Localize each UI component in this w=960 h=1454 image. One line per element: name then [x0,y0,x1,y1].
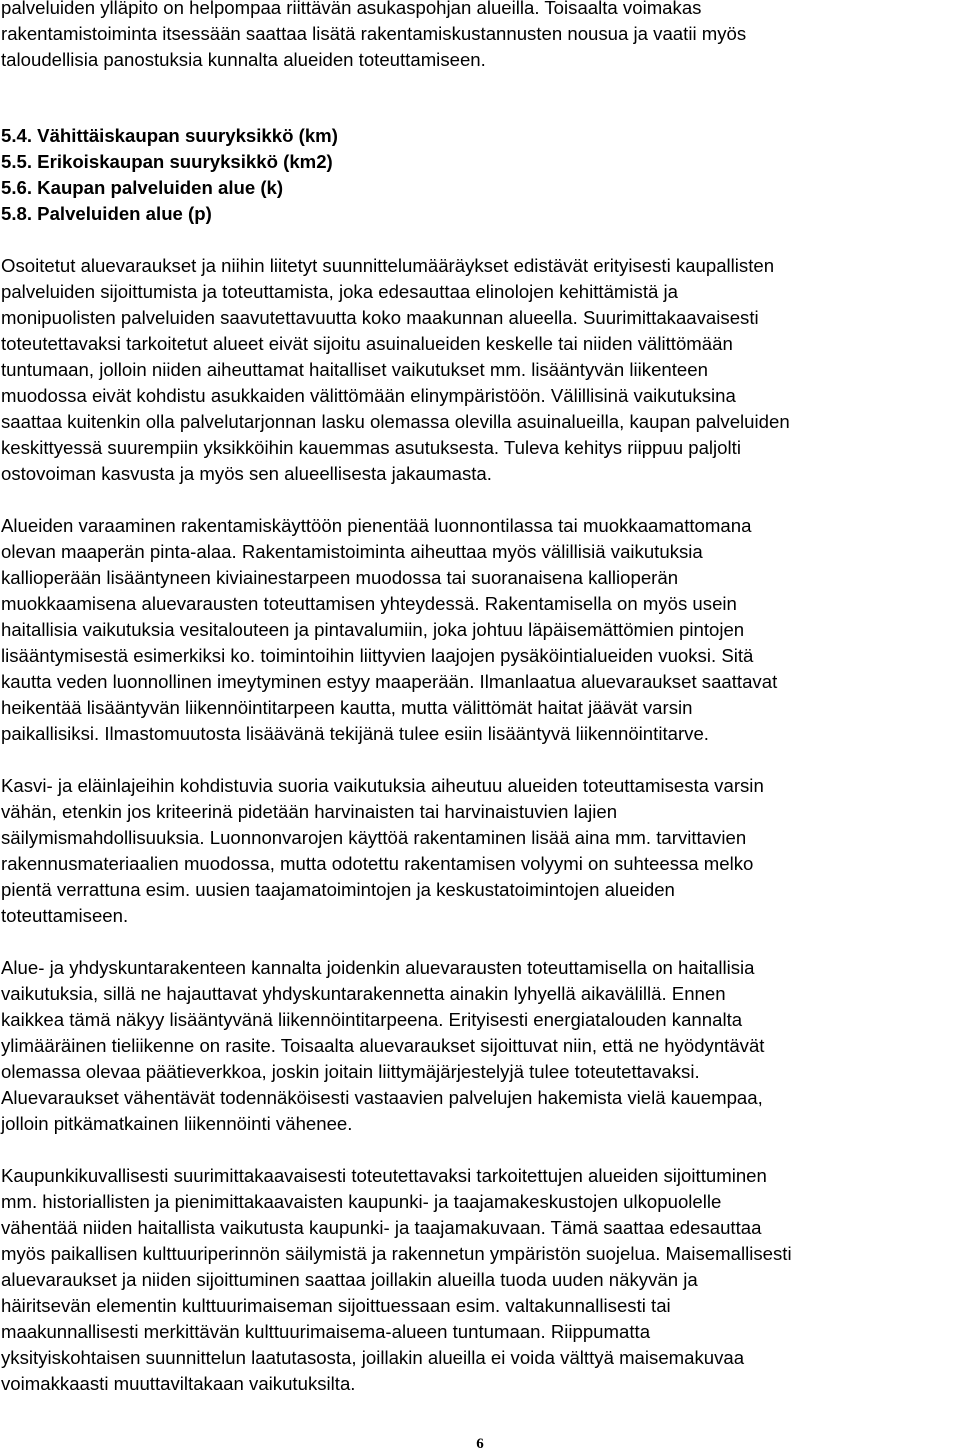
paragraph-soil: Alueiden varaaminen rakentamiskäyttöön pienentää luonnontilassa tai muokkaamattomana olevan maaperän pinta-alaa. Rakentamistoiminta aiheuttaa myös välillisiä vaikutuksia kallioperään lisääntyneen kiviainestarpeen muodossa tai suoranaisena kallioperän muokkaamisena aluevarausten toteuttamisen yhteydessä. Rakentamisella on myös usein haitallisia vaikutuksia vesitalouteen ja pintavalumiin, joka johtuu läpäisemättömien pintojen lisääntymisestä esimerkiksi ko. toimintoihin liittyvien laajojen pysäköintialueiden vuoksi. Sitä kautta veden luonnollinen imeytyminen estyy maaperään. Ilmanlaatua aluevaraukset saattavat heikentää lisääntyvän liikennöintitarpeen kautta, mutta välittömät haitat jäävät varsin paikallisiksi. Ilmastomuutosta lisäävänä tekijänä tulee esiin lisääntyvä liikennöintitarve. [1,515,778,744]
heading-5-6: 5.6. Kaupan palveluiden alue (k) [1,177,284,198]
section-headings [1,123,951,227]
paragraph-structure: Alue- ja yhdyskuntarakenteen kannalta joidenkin aluevarausten toteuttamisella on haitallisia vaikutuksia, sillä ne hajauttavat yhdyskuntarakennetta ainakin lyhyellä aikavälillä. Ennen kaikkea tämä näkyy lisääntyvänä liikennöintitarpeena. Erityisesti energiatalouden kannalta ylimääräinen tieliikenne on rasite. Toisaalta aluevaraukset sijoittuvat niin, että ne hyödyntävät olemassa olevaa päätieverkkoa, joskin joitain liittymäjärjestelyjä tulee toteutettavaksi. Aluevaraukset vähentävät todennäköisesti vastaavien palvelujen hakemista vielä kauempaa, jolloin pitkämatkainen liikennöinti vähenee. [1,957,765,1134]
heading-5-4: 5.4. Vähittäiskaupan suuryksikkö (km) [1,125,338,146]
heading-5-8: 5.8. Palveluiden alue (p) [1,203,212,224]
heading-5-5: 5.5. Erikoiskaupan suuryksikkö (km2) [1,151,333,172]
paragraph-services: Osoitetut aluevaraukset ja niihin liitetyt suunnittelumääräykset edistävät erityisesti kaupallisten palveluiden sijoittumista ja toteuttamista, joka edesauttaa elinolojen kehittämistä ja monipuolisten palveluiden saavutettavuutta koko maakunnan alueella. Suurimittakaavaisesti toteutettavaksi tarkoitetut alueet eivät sijoitu asuinalueiden keskelle tai niiden välittömään tuntumaan, jolloin niiden aiheuttamat haitalliset vaikutukset mm. lisääntyvän liikenteen muodossa eivät kohdistu asukkaiden välittömään elinympäristöön. Välillisinä vaikutuksina saattaa kuitenkin olla palvelutarjonnan lasku olemassa olevilla asuinalueilla, kaupan palveluiden keskittyessä suurempiin yksikköihin kauemmas asutuksesta. Tuleva kehitys riippuu paljolti ostovoiman kasvusta ja myös sen alueellisesta jakaumasta. [1,255,790,484]
document-page [1,0,951,1397]
paragraph-townscape: Kaupunkikuvallisesti suurimittakaavaisesti toteutettavaksi tarkoitettujen alueiden sijoittuminen mm. historiallisten ja pienimittakaavaisten kaupunki- ja taajamakeskustojen ulkopuolelle vähentää niiden haitallista vaikutusta kaupunki- ja taajamakuvaan. Tämä saattaa edesauttaa myös paikallisen kulttuuriperinnön säilymistä ja rakennetun ympäristön suojelua. Maisemallisesti aluevaraukset ja niiden sijoittuminen saattaa joillakin alueilla tuoda uuden näkyvän ja häiritsevän elementin kulttuurimaiseman sijoittuessaan esim. valtakunnallisesti tai maakunnallisesti merkittävän kulttuurimaisema-alueen tuntumaan. Riippumatta yksityiskohtaisen suunnittelun laatutasosta, joillakin alueilla ei voida välttyä maisemakuvaa voimakkaasti muuttaviltakaan vaikutuksilta. [1,1165,792,1394]
page-number: 6 [476,1436,484,1452]
intro-paragraph: palveluiden ylläpito on helpompaa riittävän asukaspohjan alueilla. Toisaalta voimakas rakentamistoiminta itsessään saattaa lisätä rakentamiskustannusten nousua ja vaatii myös taloudellisia panostuksia kunnalta alueiden toteuttamiseen. [1,0,747,70]
paragraph-species: Kasvi- ja eläinlajeihin kohdistuvia suoria vaikutuksia aiheutuu alueiden toteuttamisesta varsin vähän, etenkin jos kriteerinä pidetään harvinaisten tai harvinaistuvien lajien säilymismahdollisuuksia. Luonnonvarojen käyttöä rakentaminen lisää aina mm. tarvittavien rakennusmateriaalien muodossa, mutta odotettu rakentamisen volyymi on suhteessa melko pientä verrattuna esim. uusien taajamatoimintojen ja keskustatoimintojen alueiden toteuttamiseen. [1,775,764,926]
